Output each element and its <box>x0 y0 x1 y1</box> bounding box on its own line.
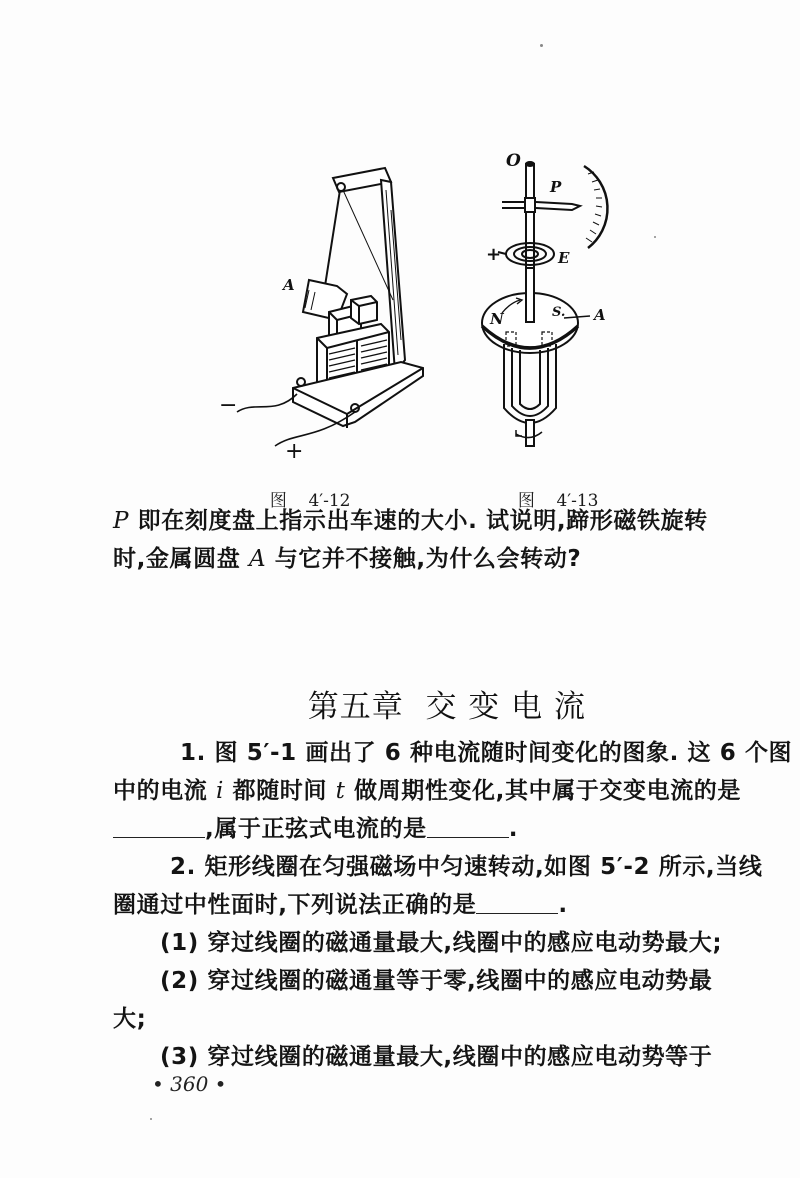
figure-4-13-illustration <box>480 148 630 458</box>
page-number: • 360 • <box>152 1072 227 1096</box>
variable-P: P <box>113 508 130 534</box>
scan-speck <box>150 1118 152 1120</box>
question-1-line-3: ,属于正弦式电流的是 . <box>113 810 518 843</box>
label-A: A <box>594 306 606 324</box>
answer-blank[interactable] <box>427 817 509 838</box>
label-N: N <box>490 310 504 328</box>
question-1-line-1: 1. 图 5′-1 画出了 6 种电流随时间变化的图象. 这 6 个图 <box>180 740 793 766</box>
variable-A: A <box>248 546 267 572</box>
question-2-line-2: 圈通过中性面时,下列说法正确的是 . <box>113 892 568 918</box>
label-A: A <box>283 276 295 294</box>
scan-speck <box>540 44 543 47</box>
chapter-title: 交 变 电 流 <box>425 689 586 725</box>
scan-speck <box>654 236 656 238</box>
question-2-line-1: 2. 矩形线圈在匀强磁场中匀速转动,如图 5′-2 所示,当线 <box>170 854 763 880</box>
paragraph-line: P 即在刻度盘上指示出车速的大小. 试说明,蹄形磁铁旋转 <box>113 508 708 534</box>
question-1-line-2: 中的电流 i 都随时间 t 做周期性变化,其中属于交变电流的是 <box>113 778 741 804</box>
label-plus: + <box>486 244 502 265</box>
label-S: S. <box>552 305 566 320</box>
answer-blank[interactable] <box>113 817 205 838</box>
label-plus: + <box>285 439 304 460</box>
label-E: E <box>558 249 570 267</box>
option-1: (1) 穿过线圈的磁通量最大,线圈中的感应电动势最大; <box>160 930 723 956</box>
chapter-number: 第五章 <box>307 689 404 725</box>
option-2: (2) 穿过线圈的磁通量等于零,线圈中的感应电动势最 <box>160 968 713 994</box>
label-P: P <box>550 178 562 196</box>
caption-prefix: 图 <box>517 491 535 511</box>
label-O: O <box>506 151 521 171</box>
option-2-continued: 大; <box>113 1006 147 1032</box>
caption-prefix: 图 <box>269 491 287 511</box>
chapter-heading <box>286 645 586 726</box>
caption-number: 4′-13 <box>556 491 599 511</box>
paragraph-line: 时,金属圆盘 A 与它并不接触,为什么会转动? <box>113 546 582 572</box>
figure-4-12-illustration <box>205 150 425 460</box>
caption-number: 4′-12 <box>308 491 351 511</box>
answer-blank[interactable] <box>476 893 558 914</box>
option-3: (3) 穿过线圈的磁通量最大,线圈中的感应电动势等于 <box>160 1044 713 1070</box>
label-minus: − <box>219 393 238 418</box>
